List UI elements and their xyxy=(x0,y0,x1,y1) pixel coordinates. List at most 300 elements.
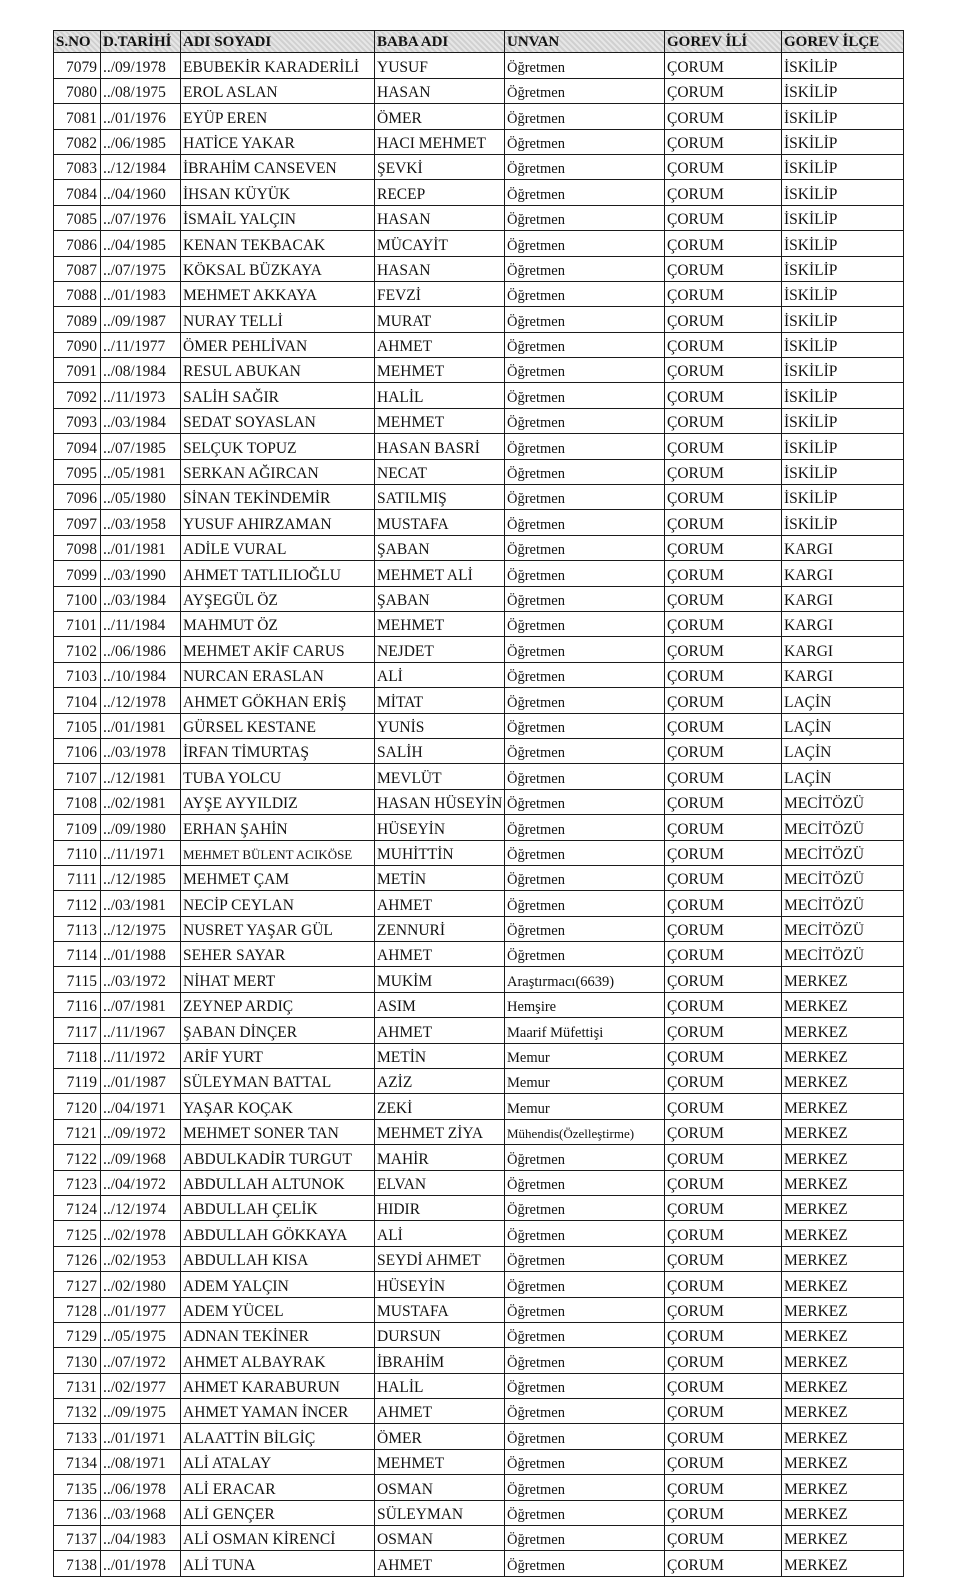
table-row xyxy=(54,942,904,967)
cell-sno: 7117 xyxy=(54,1018,101,1043)
cell-sno: 7132 xyxy=(54,1399,101,1424)
table-row xyxy=(54,485,904,510)
header-sno: S.NO xyxy=(54,31,101,53)
table-row xyxy=(54,611,904,636)
cell-birth-date: ../03/1981 xyxy=(101,891,181,916)
cell-full-name: NURAY TELLİ xyxy=(181,307,375,332)
cell-birth-date: ../04/1983 xyxy=(101,1526,181,1551)
cell-sno: 7102 xyxy=(54,637,101,662)
cell-district: MECİTÖZÜ xyxy=(782,891,904,916)
cell-district: İSKİLİP xyxy=(782,332,904,357)
cell-birth-date: ../03/1978 xyxy=(101,738,181,763)
cell-birth-date: ../12/1985 xyxy=(101,865,181,890)
cell-full-name: EROL ASLAN xyxy=(181,78,375,103)
cell-father-name: ŞEVKİ xyxy=(375,154,505,179)
cell-full-name: İHSAN KÜYÜK xyxy=(181,180,375,205)
cell-district: MERKEZ xyxy=(782,1399,904,1424)
table-row xyxy=(54,688,904,713)
cell-father-name: AHMET xyxy=(375,1551,505,1576)
cell-province: ÇORUM xyxy=(665,611,782,636)
cell-sno: 7094 xyxy=(54,434,101,459)
table-row xyxy=(54,129,904,154)
cell-sno: 7092 xyxy=(54,383,101,408)
cell-birth-date: ../08/1975 xyxy=(101,78,181,103)
cell-birth-date: ../11/1973 xyxy=(101,383,181,408)
table-row xyxy=(54,281,904,306)
cell-birth-date: ../05/1981 xyxy=(101,459,181,484)
cell-birth-date: ../01/1981 xyxy=(101,713,181,738)
cell-sno: 7136 xyxy=(54,1500,101,1525)
cell-province: ÇORUM xyxy=(665,510,782,535)
cell-sno: 7116 xyxy=(54,992,101,1017)
cell-full-name: EBUBEKİR KARADERİLİ xyxy=(181,53,375,78)
cell-district: MERKEZ xyxy=(782,1043,904,1068)
cell-province: ÇORUM xyxy=(665,1094,782,1119)
cell-father-name: ALİ xyxy=(375,662,505,687)
cell-sno: 7130 xyxy=(54,1348,101,1373)
cell-birth-date: ../07/1975 xyxy=(101,256,181,281)
cell-district: İSKİLİP xyxy=(782,408,904,433)
cell-father-name: AHMET xyxy=(375,942,505,967)
cell-father-name: MEVLÜT xyxy=(375,764,505,789)
cell-province: ÇORUM xyxy=(665,1449,782,1474)
cell-father-name: HASAN xyxy=(375,205,505,230)
cell-birth-date: ../11/1977 xyxy=(101,332,181,357)
table-row xyxy=(54,104,904,129)
cell-title: Öğretmen xyxy=(505,1449,665,1474)
cell-district: MERKEZ xyxy=(782,1424,904,1449)
cell-full-name: ADNAN TEKİNER xyxy=(181,1322,375,1347)
cell-sno: 7088 xyxy=(54,281,101,306)
table-row xyxy=(54,1500,904,1525)
cell-title: Öğretmen xyxy=(505,1195,665,1220)
cell-full-name: İRFAN TİMURTAŞ xyxy=(181,738,375,763)
cell-province: ÇORUM xyxy=(665,129,782,154)
cell-father-name: MEHMET xyxy=(375,1449,505,1474)
cell-province: ÇORUM xyxy=(665,942,782,967)
table-row xyxy=(54,205,904,230)
cell-sno: 7127 xyxy=(54,1272,101,1297)
cell-sno: 7100 xyxy=(54,586,101,611)
header-father-name: BABA ADI xyxy=(375,31,505,53)
cell-district: MECİTÖZÜ xyxy=(782,916,904,941)
cell-full-name: ALİ ATALAY xyxy=(181,1449,375,1474)
header-full-name: ADI SOYADI xyxy=(181,31,375,53)
cell-sno: 7084 xyxy=(54,180,101,205)
table-row xyxy=(54,154,904,179)
cell-full-name: ZEYNEP ARDIÇ xyxy=(181,992,375,1017)
cell-district: MECİTÖZÜ xyxy=(782,942,904,967)
cell-father-name: SALİH xyxy=(375,738,505,763)
cell-title: Öğretmen xyxy=(505,459,665,484)
cell-full-name: ABDULLAH ALTUNOK xyxy=(181,1170,375,1195)
cell-sno: 7112 xyxy=(54,891,101,916)
cell-father-name: SÜLEYMAN xyxy=(375,1500,505,1525)
table-row xyxy=(54,1399,904,1424)
cell-title: Memur xyxy=(505,1069,665,1094)
cell-birth-date: ../03/1990 xyxy=(101,561,181,586)
cell-title: Öğretmen xyxy=(505,180,665,205)
cell-birth-date: ../05/1975 xyxy=(101,1322,181,1347)
cell-birth-date: ../08/1984 xyxy=(101,358,181,383)
table-row xyxy=(54,764,904,789)
cell-district: KARGI xyxy=(782,611,904,636)
cell-title: Hemşire xyxy=(505,992,665,1017)
cell-father-name: ŞABAN xyxy=(375,586,505,611)
cell-district: MERKEZ xyxy=(782,1449,904,1474)
table-row xyxy=(54,1246,904,1271)
cell-birth-date: ../12/1981 xyxy=(101,764,181,789)
cell-title: Öğretmen xyxy=(505,307,665,332)
cell-father-name: MİTAT xyxy=(375,688,505,713)
cell-birth-date: ../07/1976 xyxy=(101,205,181,230)
cell-birth-date: ../02/1977 xyxy=(101,1373,181,1398)
cell-father-name: HACI MEHMET xyxy=(375,129,505,154)
cell-sno: 7118 xyxy=(54,1043,101,1068)
cell-district: İSKİLİP xyxy=(782,180,904,205)
cell-province: ÇORUM xyxy=(665,459,782,484)
cell-birth-date: ../12/1984 xyxy=(101,154,181,179)
cell-sno: 7085 xyxy=(54,205,101,230)
cell-full-name: İSMAİL YALÇIN xyxy=(181,205,375,230)
table-row xyxy=(54,891,904,916)
cell-province: ÇORUM xyxy=(665,358,782,383)
cell-province: ÇORUM xyxy=(665,154,782,179)
cell-father-name: AZİZ xyxy=(375,1069,505,1094)
cell-father-name: ZEKİ xyxy=(375,1094,505,1119)
cell-title: Öğretmen xyxy=(505,789,665,814)
cell-father-name: ÖMER xyxy=(375,104,505,129)
cell-birth-date: ../07/1985 xyxy=(101,434,181,459)
cell-district: İSKİLİP xyxy=(782,307,904,332)
cell-full-name: NUSRET YAŞAR GÜL xyxy=(181,916,375,941)
cell-title: Araştırmacı(6639) xyxy=(505,967,665,992)
cell-sno: 7123 xyxy=(54,1170,101,1195)
cell-full-name: ARİF YURT xyxy=(181,1043,375,1068)
cell-district: MERKEZ xyxy=(782,992,904,1017)
cell-birth-date: ../12/1978 xyxy=(101,688,181,713)
cell-province: ÇORUM xyxy=(665,1424,782,1449)
cell-birth-date: ../01/1983 xyxy=(101,281,181,306)
cell-title: Öğretmen xyxy=(505,1322,665,1347)
table-row xyxy=(54,967,904,992)
cell-province: ÇORUM xyxy=(665,1069,782,1094)
cell-title: Öğretmen xyxy=(505,231,665,256)
cell-title: Öğretmen xyxy=(505,78,665,103)
cell-sno: 7137 xyxy=(54,1526,101,1551)
cell-father-name: HASAN xyxy=(375,78,505,103)
cell-sno: 7095 xyxy=(54,459,101,484)
cell-title: Öğretmen xyxy=(505,865,665,890)
cell-full-name: ABDULLAH KISA xyxy=(181,1246,375,1271)
table-row xyxy=(54,1348,904,1373)
cell-full-name: NİHAT MERT xyxy=(181,967,375,992)
cell-title: Öğretmen xyxy=(505,129,665,154)
cell-full-name: İBRAHİM CANSEVEN xyxy=(181,154,375,179)
table-row xyxy=(54,434,904,459)
cell-sno: 7110 xyxy=(54,840,101,865)
cell-district: MERKEZ xyxy=(782,1348,904,1373)
cell-birth-date: ../02/1953 xyxy=(101,1246,181,1271)
cell-district: MERKEZ xyxy=(782,1500,904,1525)
table-row xyxy=(54,815,904,840)
cell-province: ÇORUM xyxy=(665,485,782,510)
cell-district: İSKİLİP xyxy=(782,154,904,179)
cell-district: İSKİLİP xyxy=(782,129,904,154)
cell-district: LAÇİN xyxy=(782,688,904,713)
cell-province: ÇORUM xyxy=(665,840,782,865)
cell-full-name: NECİP CEYLAN xyxy=(181,891,375,916)
cell-district: KARGI xyxy=(782,637,904,662)
cell-province: ÇORUM xyxy=(665,1195,782,1220)
cell-district: MECİTÖZÜ xyxy=(782,840,904,865)
cell-title: Öğretmen xyxy=(505,1170,665,1195)
table-row xyxy=(54,1424,904,1449)
cell-title: Öğretmen xyxy=(505,1475,665,1500)
table-row xyxy=(54,1272,904,1297)
cell-title: Öğretmen xyxy=(505,561,665,586)
table-row xyxy=(54,738,904,763)
cell-title: Öğretmen xyxy=(505,281,665,306)
table-row xyxy=(54,383,904,408)
cell-father-name: NEJDET xyxy=(375,637,505,662)
cell-sno: 7125 xyxy=(54,1221,101,1246)
cell-birth-date: ../01/1987 xyxy=(101,1069,181,1094)
cell-sno: 7122 xyxy=(54,1145,101,1170)
cell-full-name: EYÜP EREN xyxy=(181,104,375,129)
cell-province: ÇORUM xyxy=(665,1526,782,1551)
cell-full-name: ALİ OSMAN KİRENCİ xyxy=(181,1526,375,1551)
cell-father-name: HALİL xyxy=(375,383,505,408)
cell-province: ÇORUM xyxy=(665,281,782,306)
cell-province: ÇORUM xyxy=(665,434,782,459)
cell-province: ÇORUM xyxy=(665,637,782,662)
table-body xyxy=(54,53,904,1576)
cell-sno: 7086 xyxy=(54,231,101,256)
cell-birth-date: ../09/1972 xyxy=(101,1119,181,1144)
cell-title: Öğretmen xyxy=(505,1399,665,1424)
cell-district: İSKİLİP xyxy=(782,256,904,281)
cell-district: MECİTÖZÜ xyxy=(782,865,904,890)
cell-province: ÇORUM xyxy=(665,256,782,281)
cell-title: Memur xyxy=(505,1043,665,1068)
cell-birth-date: ../11/1971 xyxy=(101,840,181,865)
cell-title: Öğretmen xyxy=(505,1221,665,1246)
cell-title: Öğretmen xyxy=(505,688,665,713)
cell-title: Öğretmen xyxy=(505,942,665,967)
cell-title: Öğretmen xyxy=(505,1551,665,1576)
cell-sno: 7126 xyxy=(54,1246,101,1271)
cell-title: Öğretmen xyxy=(505,891,665,916)
cell-title: Öğretmen xyxy=(505,1348,665,1373)
cell-father-name: ŞABAN xyxy=(375,535,505,560)
cell-full-name: SÜLEYMAN BATTAL xyxy=(181,1069,375,1094)
cell-title: Öğretmen xyxy=(505,586,665,611)
cell-province: ÇORUM xyxy=(665,1322,782,1347)
cell-father-name: METİN xyxy=(375,865,505,890)
cell-father-name: HÜSEYİN xyxy=(375,815,505,840)
cell-father-name: HALİL xyxy=(375,1373,505,1398)
table-row xyxy=(54,1018,904,1043)
cell-birth-date: ../07/1981 xyxy=(101,992,181,1017)
cell-full-name: ADİLE VURAL xyxy=(181,535,375,560)
cell-full-name: GÜRSEL KESTANE xyxy=(181,713,375,738)
cell-title: Öğretmen xyxy=(505,1272,665,1297)
cell-district: MERKEZ xyxy=(782,1094,904,1119)
table-row xyxy=(54,1145,904,1170)
header-birth-date: D.TARİHİ xyxy=(101,31,181,53)
cell-sno: 7096 xyxy=(54,485,101,510)
cell-full-name: MAHMUT ÖZ xyxy=(181,611,375,636)
cell-province: ÇORUM xyxy=(665,1043,782,1068)
cell-title: Öğretmen xyxy=(505,713,665,738)
cell-sno: 7090 xyxy=(54,332,101,357)
cell-district: LAÇİN xyxy=(782,713,904,738)
table-row xyxy=(54,586,904,611)
cell-birth-date: ../05/1980 xyxy=(101,485,181,510)
table-row xyxy=(54,1094,904,1119)
table-row xyxy=(54,332,904,357)
cell-province: ÇORUM xyxy=(665,1373,782,1398)
cell-district: MECİTÖZÜ xyxy=(782,815,904,840)
cell-district: MERKEZ xyxy=(782,1018,904,1043)
cell-sno: 7134 xyxy=(54,1449,101,1474)
cell-title: Öğretmen xyxy=(505,332,665,357)
cell-birth-date: ../03/1968 xyxy=(101,1500,181,1525)
cell-father-name: HASAN BASRİ xyxy=(375,434,505,459)
cell-father-name: AHMET xyxy=(375,332,505,357)
cell-sno: 7138 xyxy=(54,1551,101,1576)
cell-father-name: YUNİS xyxy=(375,713,505,738)
cell-full-name: RESUL ABUKAN xyxy=(181,358,375,383)
table-row xyxy=(54,1069,904,1094)
table-row xyxy=(54,180,904,205)
cell-father-name: SATILMIŞ xyxy=(375,485,505,510)
cell-birth-date: ../02/1981 xyxy=(101,789,181,814)
table-row xyxy=(54,1551,904,1576)
cell-district: MERKEZ xyxy=(782,1526,904,1551)
cell-father-name: AHMET xyxy=(375,891,505,916)
cell-full-name: MEHMET ÇAM xyxy=(181,865,375,890)
cell-father-name: ASIM xyxy=(375,992,505,1017)
cell-title: Öğretmen xyxy=(505,358,665,383)
cell-district: MERKEZ xyxy=(782,1145,904,1170)
cell-province: ÇORUM xyxy=(665,1145,782,1170)
cell-full-name: AYŞEGÜL ÖZ xyxy=(181,586,375,611)
table-row xyxy=(54,53,904,78)
cell-province: ÇORUM xyxy=(665,967,782,992)
cell-full-name: ADEM YÜCEL xyxy=(181,1297,375,1322)
cell-sno: 7124 xyxy=(54,1195,101,1220)
cell-sno: 7129 xyxy=(54,1322,101,1347)
cell-title: Öğretmen xyxy=(505,764,665,789)
cell-father-name: AHMET xyxy=(375,1018,505,1043)
cell-sno: 7133 xyxy=(54,1424,101,1449)
cell-full-name: ABDULKADİR TURGUT xyxy=(181,1145,375,1170)
cell-title: Maarif Müfettişi xyxy=(505,1018,665,1043)
cell-full-name: SALİH SAĞIR xyxy=(181,383,375,408)
table-row xyxy=(54,231,904,256)
cell-district: KARGI xyxy=(782,586,904,611)
cell-full-name: MEHMET BÜLENT ACIKÖSE xyxy=(181,840,375,865)
cell-father-name: MURAT xyxy=(375,307,505,332)
cell-district: MERKEZ xyxy=(782,1272,904,1297)
cell-father-name: İBRAHİM xyxy=(375,1348,505,1373)
cell-sno: 7113 xyxy=(54,916,101,941)
table-row xyxy=(54,992,904,1017)
cell-birth-date: ../04/1972 xyxy=(101,1170,181,1195)
cell-title: Öğretmen xyxy=(505,1373,665,1398)
cell-birth-date: ../04/1971 xyxy=(101,1094,181,1119)
cell-province: ÇORUM xyxy=(665,1246,782,1271)
cell-full-name: SELÇUK TOPUZ xyxy=(181,434,375,459)
cell-province: ÇORUM xyxy=(665,891,782,916)
cell-province: ÇORUM xyxy=(665,1018,782,1043)
cell-province: ÇORUM xyxy=(665,1551,782,1576)
cell-full-name: MEHMET AKİF CARUS xyxy=(181,637,375,662)
cell-father-name: HASAN xyxy=(375,256,505,281)
cell-father-name: ALİ xyxy=(375,1221,505,1246)
cell-father-name: MUSTAFA xyxy=(375,1297,505,1322)
cell-sno: 7109 xyxy=(54,815,101,840)
cell-title: Öğretmen xyxy=(505,1145,665,1170)
cell-birth-date: ../09/1975 xyxy=(101,1399,181,1424)
cell-title: Öğretmen xyxy=(505,383,665,408)
cell-full-name: ABDULLAH ÇELİK xyxy=(181,1195,375,1220)
cell-sno: 7105 xyxy=(54,713,101,738)
cell-district: İSKİLİP xyxy=(782,205,904,230)
cell-full-name: YAŞAR KOÇAK xyxy=(181,1094,375,1119)
cell-sno: 7099 xyxy=(54,561,101,586)
cell-title: Öğretmen xyxy=(505,1297,665,1322)
cell-full-name: AHMET KARABURUN xyxy=(181,1373,375,1398)
cell-province: ÇORUM xyxy=(665,662,782,687)
cell-father-name: RECEP xyxy=(375,180,505,205)
cell-birth-date: ../09/1980 xyxy=(101,815,181,840)
cell-province: ÇORUM xyxy=(665,789,782,814)
cell-sno: 7082 xyxy=(54,129,101,154)
cell-title: Öğretmen xyxy=(505,104,665,129)
cell-sno: 7079 xyxy=(54,53,101,78)
cell-father-name: AHMET xyxy=(375,1399,505,1424)
cell-district: MERKEZ xyxy=(782,1246,904,1271)
table-row xyxy=(54,78,904,103)
cell-province: ÇORUM xyxy=(665,104,782,129)
cell-father-name: MEHMET xyxy=(375,408,505,433)
table-row xyxy=(54,637,904,662)
cell-district: MERKEZ xyxy=(782,1221,904,1246)
cell-title: Mühendis(Özelleştirme) xyxy=(505,1119,665,1144)
cell-father-name: MÜCAYİT xyxy=(375,231,505,256)
cell-sno: 7107 xyxy=(54,764,101,789)
cell-district: İSKİLİP xyxy=(782,434,904,459)
cell-sno: 7131 xyxy=(54,1373,101,1398)
cell-province: ÇORUM xyxy=(665,1475,782,1500)
cell-province: ÇORUM xyxy=(665,1221,782,1246)
table-row xyxy=(54,510,904,535)
cell-province: ÇORUM xyxy=(665,180,782,205)
cell-sno: 7080 xyxy=(54,78,101,103)
table-row xyxy=(54,256,904,281)
cell-father-name: HASAN HÜSEYİN xyxy=(375,789,505,814)
cell-district: İSKİLİP xyxy=(782,104,904,129)
table-row xyxy=(54,358,904,383)
table-row xyxy=(54,307,904,332)
header-province: GOREV İLİ xyxy=(665,31,782,53)
table-row xyxy=(54,713,904,738)
cell-full-name: YUSUF AHIRZAMAN xyxy=(181,510,375,535)
cell-birth-date: ../04/1985 xyxy=(101,231,181,256)
